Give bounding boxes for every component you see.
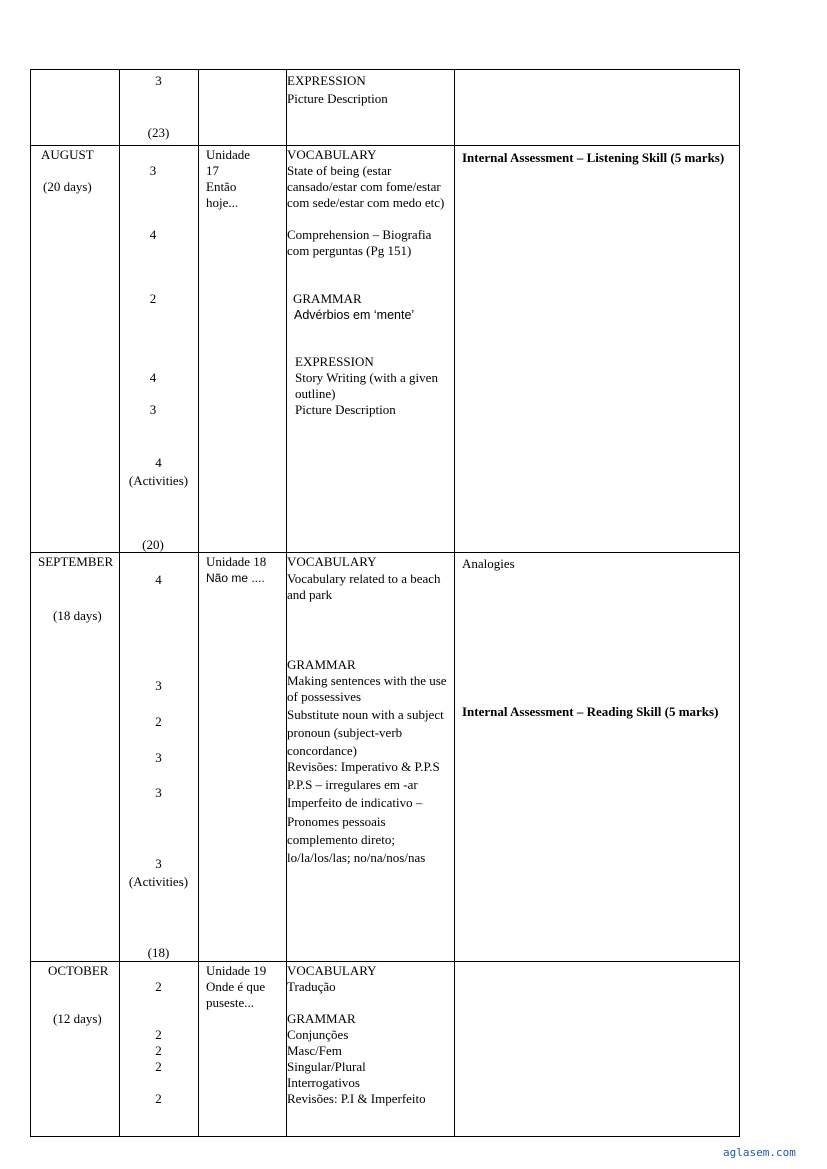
watermark-link[interactable]: aglasem.com: [723, 1146, 796, 1159]
grammar-item: Masc/Fem: [287, 1043, 342, 1058]
periods-cell: 2: [155, 1027, 162, 1042]
grammar-heading: GRAMMAR: [293, 291, 362, 306]
periods-cell: 2: [149, 291, 157, 306]
grammar-item: Pronomes pessoais complemento direto; lo/la/los/las; no/na/nos/nas: [287, 814, 426, 865]
periods-activities: (Activities): [128, 473, 189, 488]
unit-label: Unidade 19: [206, 963, 267, 978]
vocabulary-text: Vocabulary related to a beach and park: [287, 571, 441, 602]
syllabus-table: [30, 69, 740, 1137]
periods-cell: 2: [155, 1059, 162, 1074]
comprehension-text: Comprehension – Biografia com perguntas (Pg 151): [287, 227, 432, 258]
month-label: OCTOBER: [48, 963, 109, 978]
assessment-note: Internal Assessment – Reading Skill (5 marks): [462, 704, 719, 719]
periods-cell: 4: [155, 572, 162, 587]
grammar-item: Making sentences with the use of possessives: [287, 673, 447, 704]
grammar-item: Substitute noun with a subject pronoun (subject-verb concordance): [287, 707, 444, 758]
periods-cell: 2: [155, 714, 162, 729]
content-text: Picture Description: [287, 91, 388, 106]
grammar-heading: GRAMMAR: [287, 657, 356, 672]
table-row-october: [31, 962, 739, 1138]
grammar-item: Revisões: P.I & Imperfeito: [287, 1091, 426, 1106]
days-label: (12 days): [53, 1011, 102, 1026]
unit-label: puseste...: [206, 995, 255, 1010]
unit-label: hoje...: [206, 195, 239, 210]
periods-cell: 3: [149, 163, 157, 178]
grammar-item: Interrogativos: [287, 1075, 360, 1090]
month-label: SEPTEMBER: [38, 554, 114, 569]
periods-cell: 2: [155, 1091, 162, 1106]
days-label: (18 days): [53, 608, 102, 623]
unit-label: Unidade: [206, 147, 251, 162]
periods-cell: 2: [155, 1043, 162, 1058]
periods-cell: 4: [155, 455, 162, 470]
vocabulary-heading: VOCABULARY: [287, 147, 377, 162]
periods-activities: (Activities): [128, 874, 189, 889]
grammar-item: Conjunções: [287, 1027, 349, 1042]
unit-label: Não me ....: [206, 571, 265, 585]
periods-cell: 3: [155, 678, 162, 693]
days-label: (20 days): [43, 179, 92, 194]
expression-heading: EXPRESSION: [295, 354, 374, 369]
periods-total: (23): [147, 125, 170, 140]
periods-cell: 3: [155, 785, 162, 800]
table-row-september: [31, 553, 739, 962]
month-label: AUGUST: [41, 147, 94, 162]
grammar-text: Advérbios em ‘mente’: [294, 308, 415, 322]
periods-total: (18): [147, 945, 170, 960]
grammar-item: Singular/Plural: [287, 1059, 366, 1074]
vocabulary-text: Tradução: [287, 979, 336, 994]
periods-cell: 3: [155, 73, 162, 88]
unit-label: Então: [206, 179, 237, 194]
periods-cell: 3: [155, 750, 162, 765]
periods-cell: 3: [149, 402, 157, 417]
unit-label: Unidade 18: [206, 554, 267, 569]
grammar-item: Imperfeito de indicativo –: [287, 795, 423, 810]
grammar-item: Revisões: Imperativo & P.P.S: [287, 759, 440, 774]
table-row: [31, 70, 739, 146]
vocabulary-heading: VOCABULARY: [287, 554, 377, 569]
grammar-heading: GRAMMAR: [287, 1011, 356, 1026]
vocabulary-text: State of being (estar cansado/estar com fome/estar com sede/estar com medo etc): [287, 163, 445, 210]
unit-label: Onde é que: [206, 979, 266, 994]
grammar-item: P.P.S – irregulares em -ar: [287, 777, 418, 792]
content-heading: EXPRESSION: [287, 73, 366, 88]
unit-label: 17: [206, 163, 219, 178]
periods-cell: 2: [155, 979, 162, 994]
vocabulary-heading: VOCABULARY: [287, 963, 377, 978]
periods-cell: 3: [155, 856, 162, 871]
periods-cell: 4: [149, 370, 157, 385]
story-text: Story Writing (with a given outline): [295, 370, 438, 401]
table-row-august: [31, 146, 739, 553]
picture-text: Picture Description: [295, 402, 396, 417]
remarks-text: Analogies: [462, 556, 515, 571]
assessment-note: Internal Assessment – Listening Skill (5 marks): [462, 150, 725, 165]
periods-total: (20): [142, 537, 164, 552]
periods-cell: 4: [149, 227, 157, 242]
